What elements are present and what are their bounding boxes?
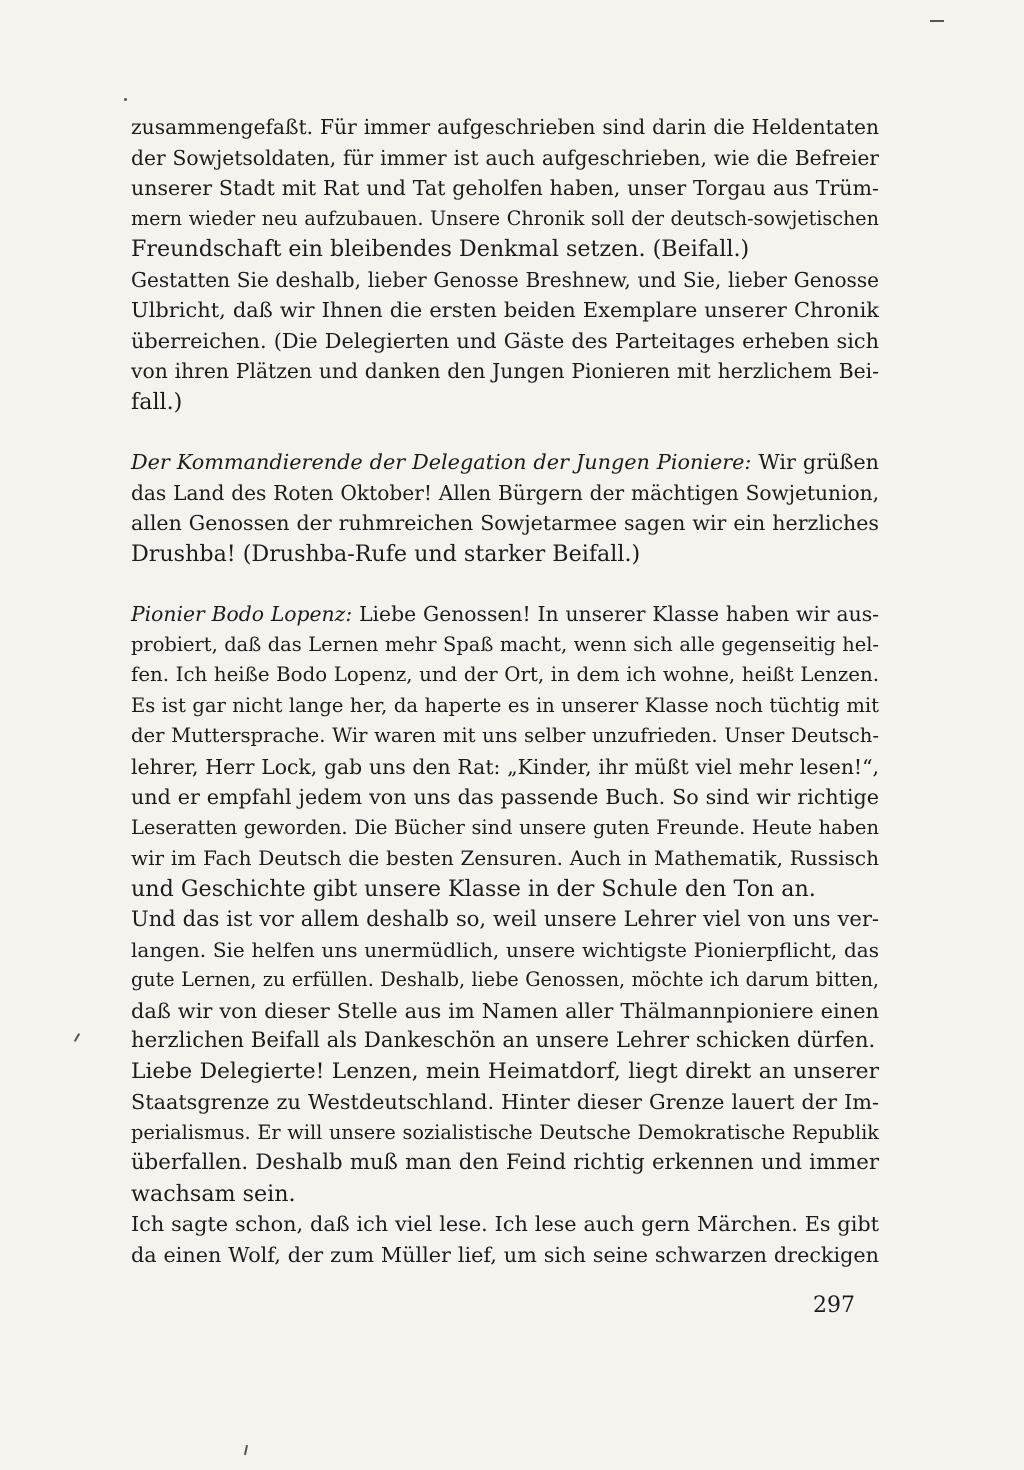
text-line: der Muttersprache. Wir waren mit uns selber unzufrieden. Unser Deutsch-	[131, 724, 879, 747]
text-line: und er empfahl jedem von uns das passende Buch. So sind wir richtige	[131, 785, 879, 809]
text-line: der Sowjetsoldaten, für immer ist auch aufgeschrieben, wie die Befreier	[131, 145, 879, 170]
body-text	[131, 112, 879, 1270]
text-line: unserer Stadt mit Rat und Tat geholfen haben, unser Torgau aus Trüm-	[131, 176, 879, 200]
text-line: Und das ist vor allem deshalb so, weil unsere Lehrer viel von uns ver-	[131, 906, 879, 931]
speech-paragraph	[131, 447, 879, 569]
scan-mark	[244, 1445, 248, 1455]
paragraph	[131, 904, 879, 1057]
text-line: das Land des Roten Oktober! Allen Bürgern der mächtigen Sowjetunion,	[131, 480, 879, 505]
paragraph	[131, 265, 879, 418]
paragraph	[131, 1209, 879, 1270]
text-line: Ulbricht, daß wir Ihnen die ersten beiden Exemplare unserer Chronik	[131, 298, 879, 322]
speech-paragraph	[131, 599, 879, 904]
text-line: wachsam sein.	[131, 1180, 296, 1207]
text-line	[131, 599, 879, 630]
paragraph	[131, 112, 879, 265]
speaker-name: Pionier Bodo Lopenz:	[131, 602, 353, 626]
text-line: lehrer, Herr Lock, gab uns den Rat: „Kinder, ihr müßt viel mehr lesen!“,	[131, 754, 879, 779]
text-line: Gestatten Sie deshalb, lieber Genosse Breshnew, und Sie, lieber Genosse	[131, 267, 879, 292]
text-line: wir im Fach Deutsch die besten Zensuren. Auch in Mathematik, Russisch	[131, 846, 879, 870]
text-line: perialismus. Er will unsere sozialistische Deutsche Demokratische Republik	[131, 1120, 879, 1144]
text-line: langen. Sie helfen uns unermüdlich, unsere wichtigste Pionierpflicht, das	[131, 937, 879, 962]
text-line: fall.)	[131, 388, 183, 415]
text-line: daß wir von dieser Stelle aus im Namen aller Thälmannpioniere einen	[131, 998, 879, 1023]
text-line: mern wieder neu aufzubauen. Unsere Chronik soll der deutsch-sowjetischen	[131, 206, 879, 230]
text-line: zusammengefaßt. Für immer aufgeschrieben sind darin die Heldentaten	[131, 115, 879, 139]
text-line	[131, 447, 879, 478]
text-line: probiert, daß das Lernen mehr Spaß macht, wenn sich alle gegenseitig hel-	[131, 632, 879, 656]
text-line: Staatsgrenze zu Westdeutschland. Hinter dieser Grenze lauert der Im-	[131, 1090, 879, 1114]
speaker-name: Der Kommandierende der Delegation der Jungen Pioniere:	[131, 450, 752, 474]
text-line: von ihren Plätzen und danken den Jungen Pionieren mit herzlichem Bei-	[131, 359, 879, 383]
text-line: gute Lernen, zu erfüllen. Deshalb, liebe Genossen, möchte ich darum bitten,	[131, 968, 879, 991]
text-line: Liebe Delegierte! Lenzen, mein Heimatdorf, liegt direkt an unserer	[131, 1058, 879, 1084]
text-line: Freundschaft ein bleibendes Denkmal setzen. (Beifall.)	[131, 236, 750, 262]
text-line: Leseratten geworden. Die Bücher sind unsere guten Freunde. Heute haben	[131, 815, 879, 839]
scan-mark	[124, 98, 127, 101]
speech-text: Wir grüßen	[751, 450, 880, 474]
speech-text: Liebe Genossen! In unserer Klasse haben wir aus-	[352, 602, 879, 626]
text-line: überfallen. Deshalb muß man den Feind richtig erkennen und immer	[131, 1150, 879, 1175]
text-line: Es ist gar nicht lange her, da haperte es in unserer Klasse noch tüchtig mit	[131, 693, 879, 717]
text-line: herzlichen Beifall als Dankeschön an unsere Lehrer schicken dürfen.	[131, 1028, 876, 1053]
scan-mark	[930, 20, 944, 22]
scan-mark	[74, 1033, 80, 1042]
text-line: und Geschichte gibt unsere Klasse in der Schule den Ton an.	[131, 875, 816, 902]
text-line: überreichen. (Die Delegierten und Gäste des Parteitages erheben sich	[131, 328, 879, 353]
page-number: 297	[813, 1293, 855, 1318]
text-line: da einen Wolf, der zum Müller lief, um sich seine schwarzen dreckigen	[131, 1242, 879, 1267]
paragraph	[131, 1057, 879, 1210]
text-line: Ich sagte schon, daß ich viel lese. Ich lese auch gern Märchen. Es gibt	[131, 1212, 879, 1236]
text-line: fen. Ich heiße Bodo Lopenz, und der Ort, in dem ich wohne, heißt Lenzen.	[131, 663, 879, 686]
text-line: Drushba! (Drushba-Rufe und starker Beifall.)	[131, 540, 641, 567]
text-line: allen Genossen der ruhmreichen Sowjetarmee sagen wir ein herzliches	[131, 511, 879, 535]
